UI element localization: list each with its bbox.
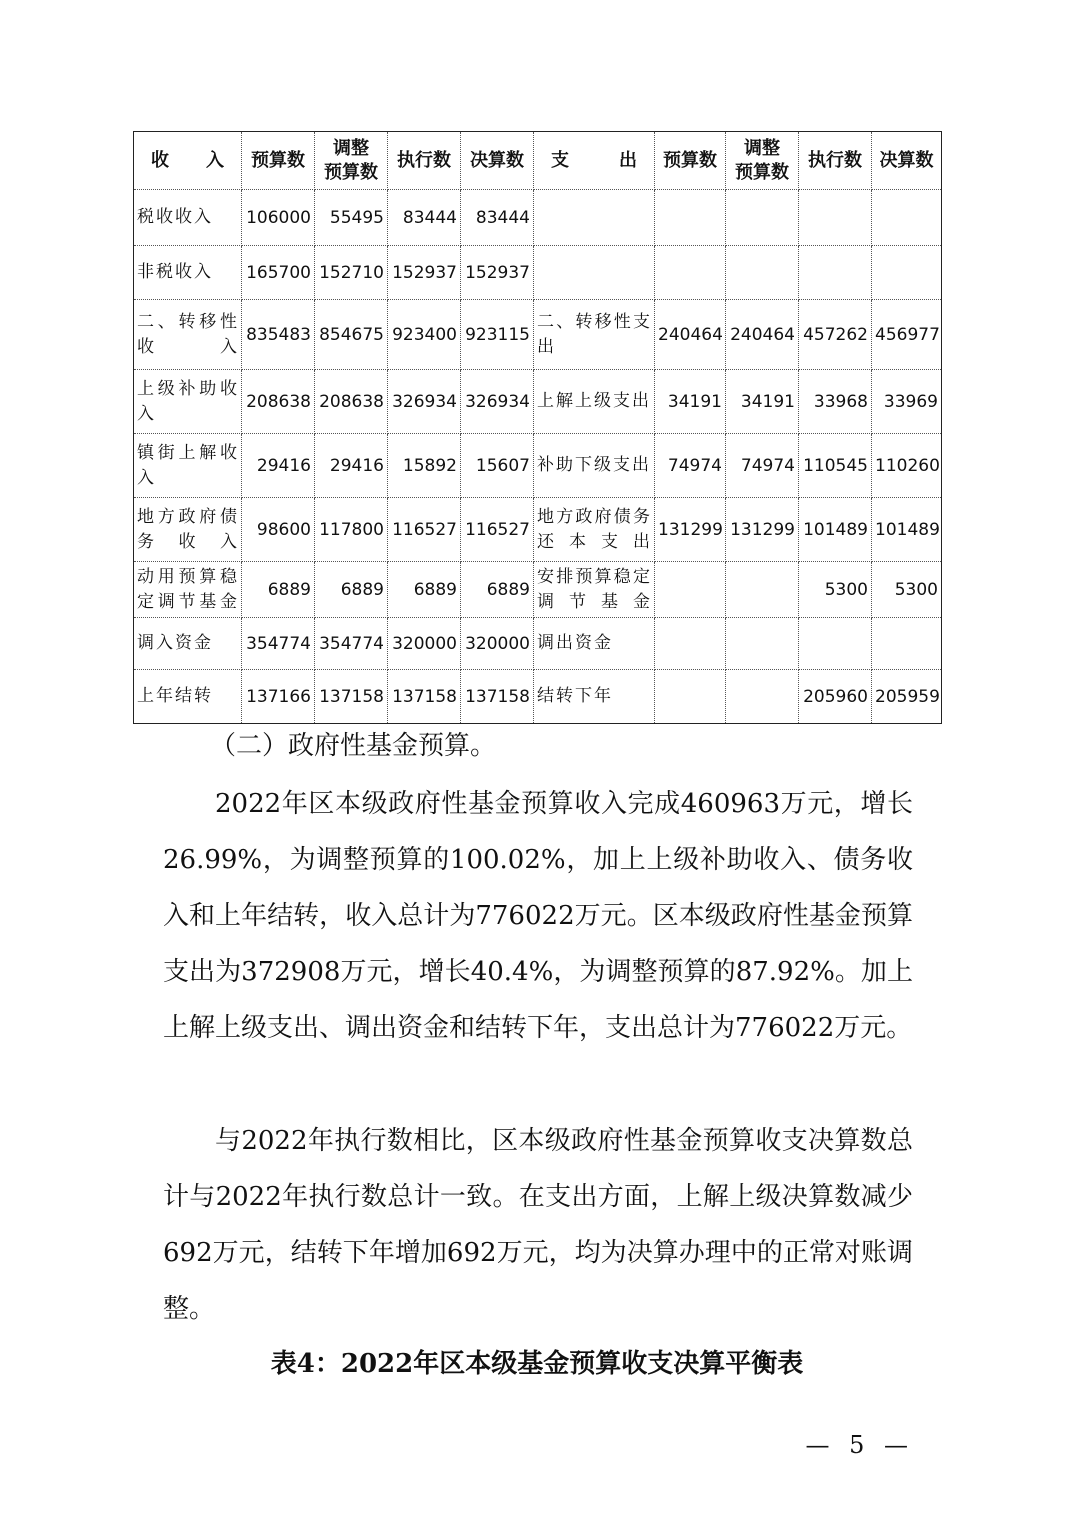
income-value: 208638 bbox=[315, 370, 388, 434]
expense-value bbox=[872, 246, 942, 300]
income-value: 137158 bbox=[315, 670, 388, 724]
income-value: 835483 bbox=[242, 300, 315, 370]
page-number: — 5 — bbox=[805, 1431, 914, 1459]
income-value: 854675 bbox=[315, 300, 388, 370]
paragraph-2: 与2022年执行数相比，区本级政府性基金预算收支决算数总计与2022年执行数总计一致。在支出方面，上解上级决算数减少692万元，结转下年增加692万元，均为决算办理中的正常对账调整。 bbox=[163, 1126, 913, 1324]
expense-value: 101489 bbox=[799, 498, 872, 562]
income-value: 29416 bbox=[315, 434, 388, 498]
income-value: 326934 bbox=[461, 370, 534, 434]
income-value: 29416 bbox=[242, 434, 315, 498]
expense-value: 456977 bbox=[872, 300, 942, 370]
header-adjusted-2: 调整 预算数 bbox=[726, 132, 799, 190]
expense-value bbox=[726, 190, 799, 246]
expense-value: 5300 bbox=[799, 562, 872, 618]
expense-value: 33969 bbox=[872, 370, 942, 434]
income-value: 6889 bbox=[242, 562, 315, 618]
income-value: 152937 bbox=[461, 246, 534, 300]
header-adjusted: 调整 预算数 bbox=[315, 132, 388, 190]
expense-item-label: 补助下级支出 bbox=[534, 434, 655, 498]
expense-value: 33968 bbox=[799, 370, 872, 434]
table-header-row bbox=[134, 132, 942, 190]
expense-value: 131299 bbox=[655, 498, 726, 562]
table-row bbox=[134, 246, 942, 300]
expense-value: 240464 bbox=[726, 300, 799, 370]
expense-value bbox=[872, 618, 942, 670]
expense-value: 74974 bbox=[726, 434, 799, 498]
expense-value bbox=[655, 190, 726, 246]
income-value: 15607 bbox=[461, 434, 534, 498]
expense-value: 457262 bbox=[799, 300, 872, 370]
income-value: 83444 bbox=[388, 190, 461, 246]
income-value: 116527 bbox=[461, 498, 534, 562]
income-value: 116527 bbox=[388, 498, 461, 562]
expense-value: 110545 bbox=[799, 434, 872, 498]
income-item-label: 镇街上解收入 bbox=[134, 434, 242, 498]
header-final-2: 决算数 bbox=[872, 132, 942, 190]
income-value: 137158 bbox=[461, 670, 534, 724]
expense-value: 34191 bbox=[655, 370, 726, 434]
expense-item-label: 安排预算稳定调节基金 bbox=[534, 562, 655, 618]
expense-item-label bbox=[534, 190, 655, 246]
expense-value bbox=[726, 618, 799, 670]
table-row bbox=[134, 190, 942, 246]
budget-balance-table bbox=[133, 131, 942, 724]
expense-value bbox=[799, 618, 872, 670]
expense-value bbox=[726, 670, 799, 724]
paragraph-1: 2022年区本级政府性基金预算收入完成460963万元，增长26.99%，为调整预算的100.02%，加上上级补助收入、债务收入和上年结转，收入总计为776022万元。区本级政府性基金预算支出为372908万元，增长40.4%，为调整预算的87.92%。加上上解上级支出、调出资金和结转下年，支出总计为776022万元。 bbox=[163, 789, 913, 1043]
income-value: 923400 bbox=[388, 300, 461, 370]
header-executed-2: 执行数 bbox=[799, 132, 872, 190]
income-item-label: 税收收入 bbox=[134, 190, 242, 246]
income-value: 165700 bbox=[242, 246, 315, 300]
income-item-label: 地方政府债务收入 bbox=[134, 498, 242, 562]
expense-item-label: 二、转移性支出 bbox=[534, 300, 655, 370]
income-value: 98600 bbox=[242, 498, 315, 562]
expense-value bbox=[655, 618, 726, 670]
income-item-label: 二、转移性收入 bbox=[134, 300, 242, 370]
expense-value: 205960 bbox=[799, 670, 872, 724]
income-value: 152710 bbox=[315, 246, 388, 300]
expense-value: 5300 bbox=[872, 562, 942, 618]
income-value: 208638 bbox=[242, 370, 315, 434]
expense-value bbox=[799, 190, 872, 246]
income-value: 6889 bbox=[461, 562, 534, 618]
expense-value: 101489 bbox=[872, 498, 942, 562]
expense-value bbox=[799, 246, 872, 300]
expense-value: 74974 bbox=[655, 434, 726, 498]
income-value: 354774 bbox=[315, 618, 388, 670]
header-executed: 执行数 bbox=[388, 132, 461, 190]
expense-item-label bbox=[534, 246, 655, 300]
table-row bbox=[134, 434, 942, 498]
table-row bbox=[134, 300, 942, 370]
expense-item-label: 调出资金 bbox=[534, 618, 655, 670]
expense-value bbox=[655, 246, 726, 300]
income-value: 354774 bbox=[242, 618, 315, 670]
expense-value bbox=[726, 562, 799, 618]
expense-value bbox=[655, 670, 726, 724]
income-value: 152937 bbox=[388, 246, 461, 300]
table-row bbox=[134, 370, 942, 434]
expense-item-label: 地方政府债务还本支出 bbox=[534, 498, 655, 562]
income-value: 117800 bbox=[315, 498, 388, 562]
expense-item-label: 上解上级支出 bbox=[534, 370, 655, 434]
income-value: 137158 bbox=[388, 670, 461, 724]
income-value: 55495 bbox=[315, 190, 388, 246]
income-value: 6889 bbox=[388, 562, 461, 618]
expense-value bbox=[872, 190, 942, 246]
section-heading: （二）政府性基金预算。 bbox=[210, 731, 497, 761]
expense-value bbox=[726, 246, 799, 300]
header-budget-2: 预算数 bbox=[655, 132, 726, 190]
table-row bbox=[134, 618, 942, 670]
expense-value: 131299 bbox=[726, 498, 799, 562]
expense-value: 240464 bbox=[655, 300, 726, 370]
table-row bbox=[134, 670, 942, 724]
income-item-label: 非税收入 bbox=[134, 246, 242, 300]
table-row bbox=[134, 562, 942, 618]
table-row bbox=[134, 498, 942, 562]
income-item-label: 动用预算稳定调节基金 bbox=[134, 562, 242, 618]
income-value: 15892 bbox=[388, 434, 461, 498]
expense-value: 34191 bbox=[726, 370, 799, 434]
income-value: 320000 bbox=[461, 618, 534, 670]
income-item-label: 上级补助收入 bbox=[134, 370, 242, 434]
header-budget: 预算数 bbox=[242, 132, 315, 190]
income-value: 326934 bbox=[388, 370, 461, 434]
header-expense: 支 出 bbox=[534, 132, 655, 190]
income-item-label: 上年结转 bbox=[134, 670, 242, 724]
income-value: 137166 bbox=[242, 670, 315, 724]
expense-value: 205959 bbox=[872, 670, 942, 724]
expense-value: 110260 bbox=[872, 434, 942, 498]
expense-value bbox=[655, 562, 726, 618]
table-body bbox=[134, 190, 942, 724]
header-income: 收 入 bbox=[134, 132, 242, 190]
income-value: 320000 bbox=[388, 618, 461, 670]
income-value: 83444 bbox=[461, 190, 534, 246]
income-value: 6889 bbox=[315, 562, 388, 618]
expense-item-label: 结转下年 bbox=[534, 670, 655, 724]
income-item-label: 调入资金 bbox=[134, 618, 242, 670]
income-value: 923115 bbox=[461, 300, 534, 370]
income-value: 106000 bbox=[242, 190, 315, 246]
header-final: 决算数 bbox=[461, 132, 534, 190]
table-caption: 表4：2022年区本级基金预算收支决算平衡表 bbox=[270, 1349, 804, 1379]
